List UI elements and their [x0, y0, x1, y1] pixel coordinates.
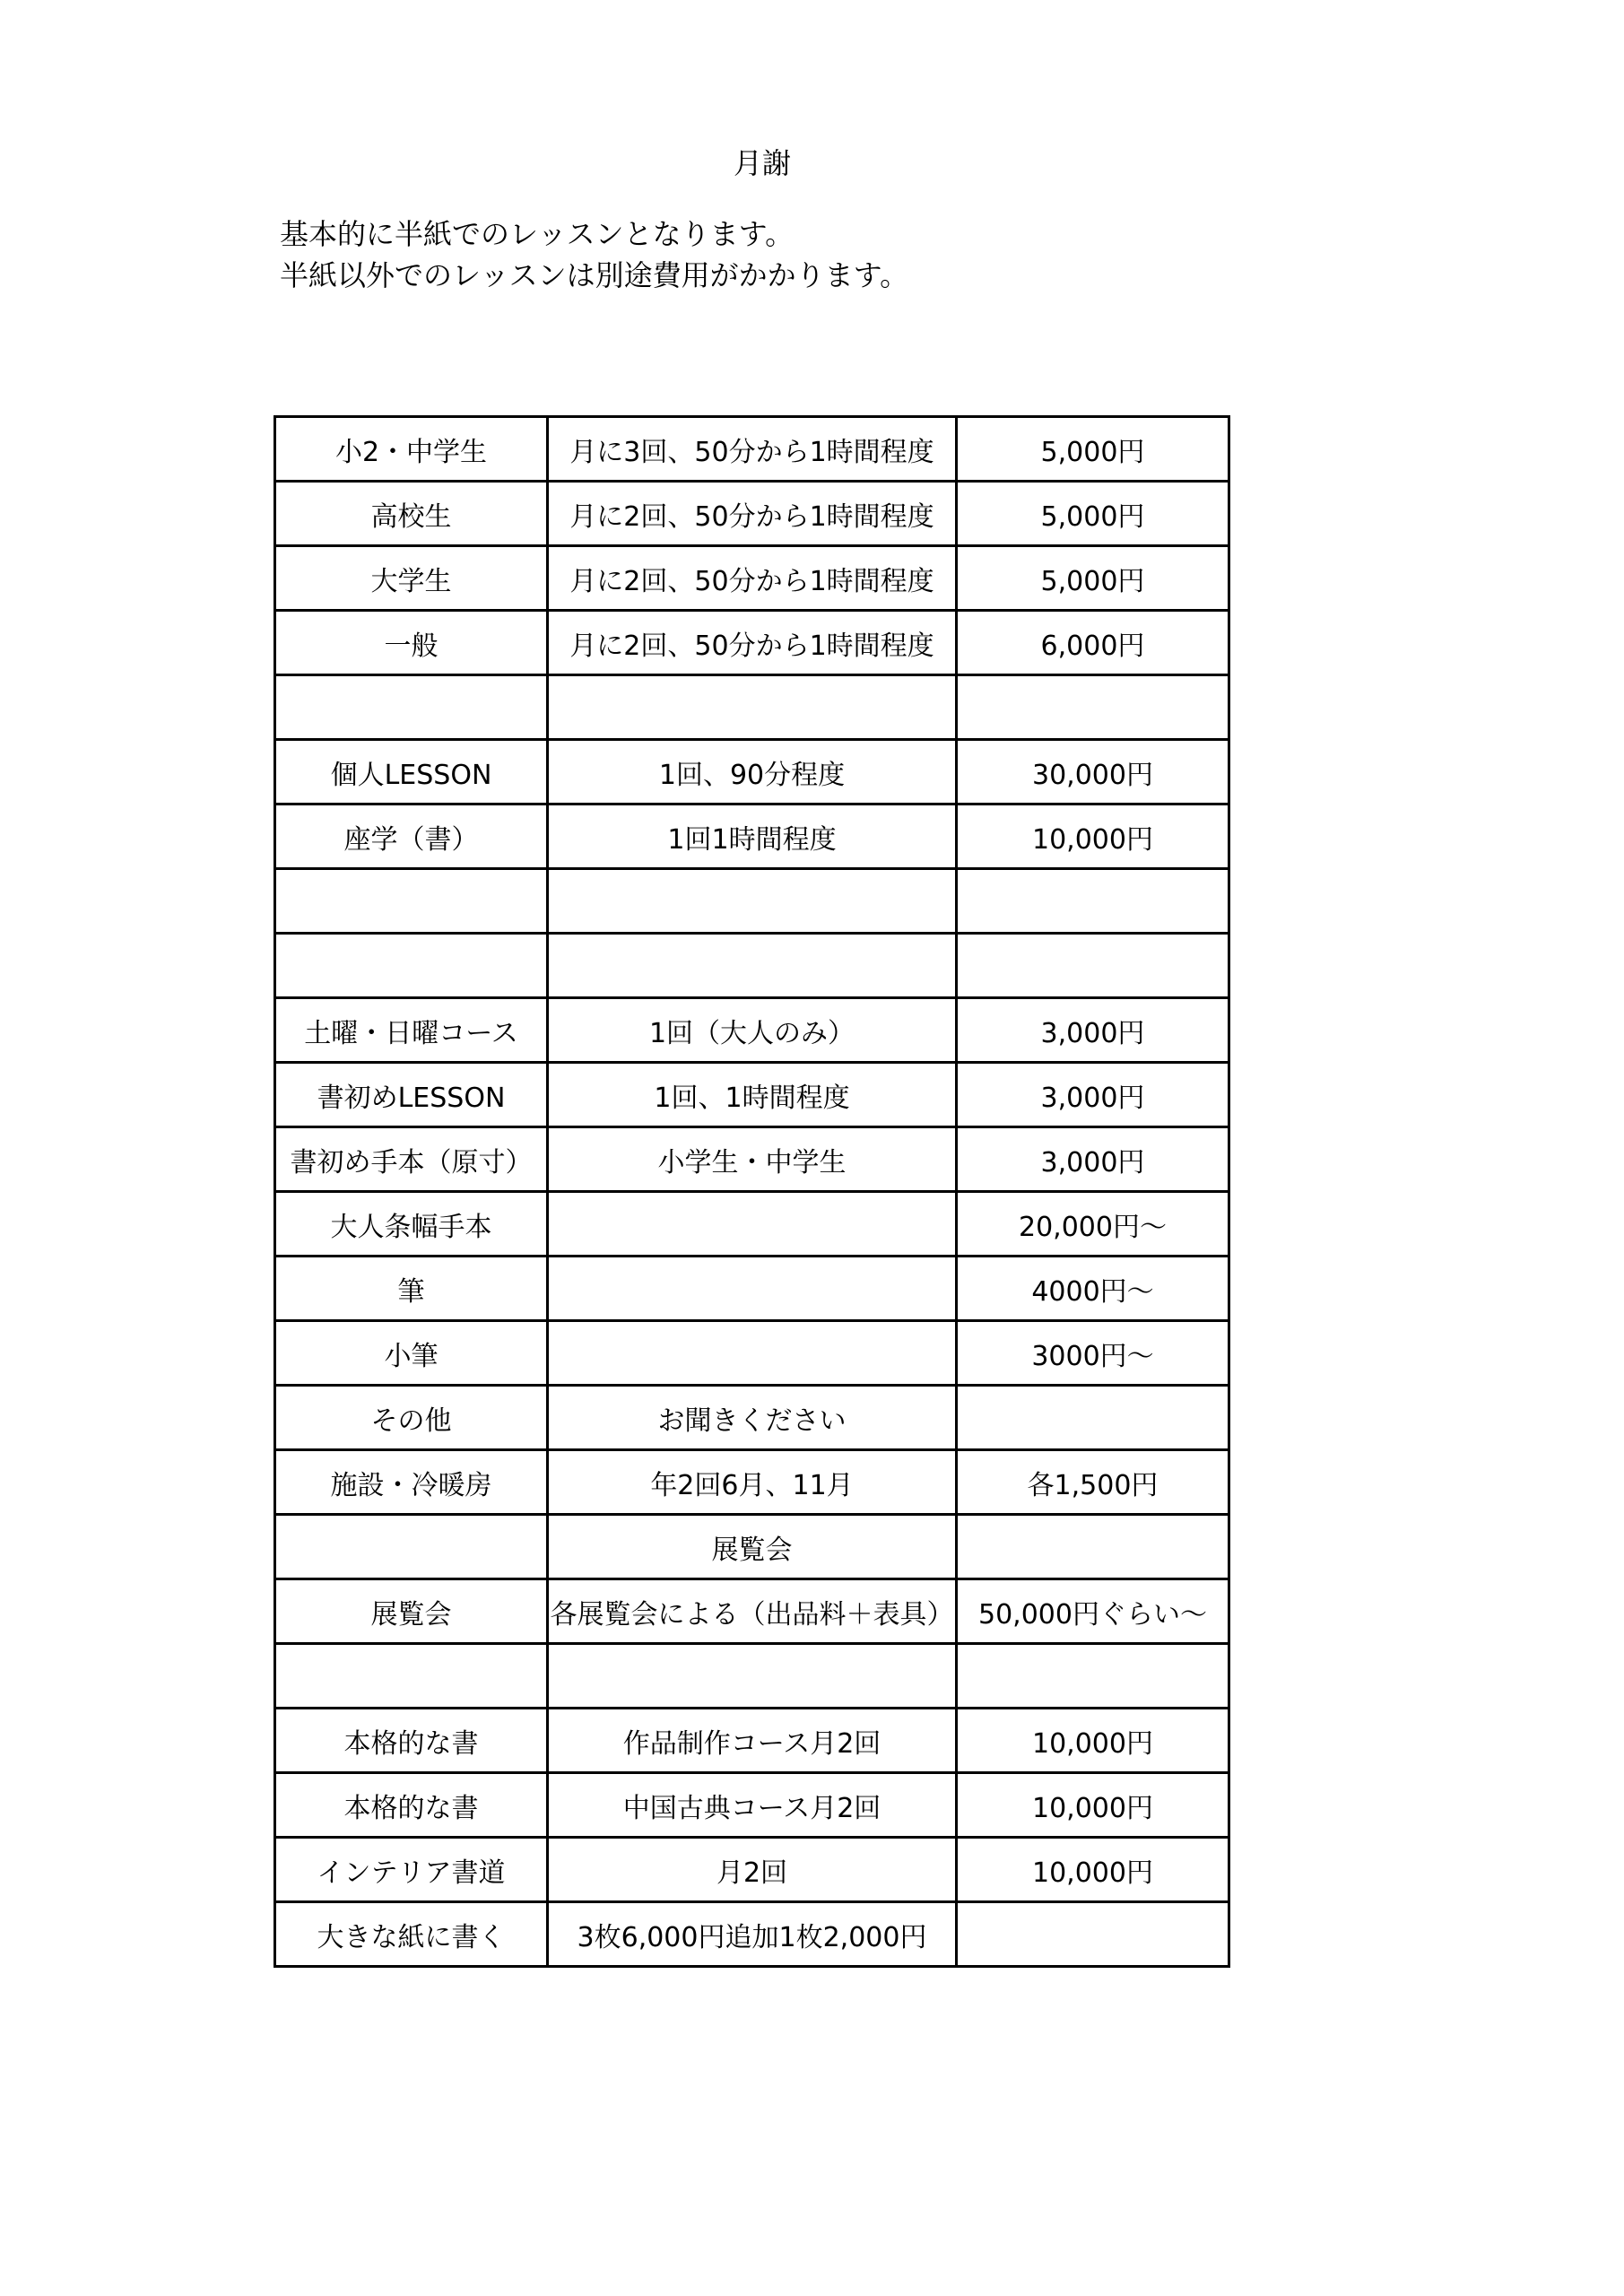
table-row [275, 1773, 1229, 1838]
price-cell: 10,000円 [957, 1773, 1229, 1838]
price-cell [957, 1902, 1229, 1967]
price-cell: 10,000円 [957, 1838, 1229, 1902]
detail-cell: 月に2回、50分から1時間程度 [548, 546, 957, 611]
table-row [275, 804, 1229, 869]
course-cell: インテリア書道 [275, 1838, 548, 1902]
course-cell: 筆 [275, 1257, 548, 1321]
table-row [275, 1838, 1229, 1902]
course-cell: 本格的な書 [275, 1709, 548, 1773]
price-cell [957, 869, 1229, 934]
detail-cell: 1回、90分程度 [548, 740, 957, 804]
table-row [275, 1192, 1229, 1257]
table-row [275, 1450, 1229, 1515]
price-cell: 5,000円 [957, 417, 1229, 482]
detail-cell: 1回（大人のみ） [548, 998, 957, 1063]
table-row [275, 869, 1229, 934]
table-row [275, 482, 1229, 546]
price-cell [957, 1386, 1229, 1450]
detail-cell: 年2回6月、11月 [548, 1450, 957, 1515]
table-row [275, 546, 1229, 611]
table-row [275, 675, 1229, 740]
detail-cell [548, 1644, 957, 1709]
detail-cell [548, 1192, 957, 1257]
course-cell: 一般 [275, 611, 548, 675]
table-row [275, 1902, 1229, 1967]
table-row [275, 1386, 1229, 1450]
price-cell: 6,000円 [957, 611, 1229, 675]
detail-cell: 各展覧会による（出品料＋表具） [548, 1579, 957, 1644]
detail-cell: 3枚6,000円追加1枚2,000円 [548, 1902, 957, 1967]
table-row [275, 1579, 1229, 1644]
table-row [275, 1644, 1229, 1709]
detail-cell: 月に2回、50分から1時間程度 [548, 482, 957, 546]
price-cell: 4000円～ [957, 1257, 1229, 1321]
table-row [275, 998, 1229, 1063]
course-cell: 小2・中学生 [275, 417, 548, 482]
course-cell: 書初めLESSON [275, 1063, 548, 1127]
course-cell: 大人条幅手本 [275, 1192, 548, 1257]
table-row [275, 1515, 1229, 1579]
detail-cell [548, 869, 957, 934]
course-cell: 個人LESSON [275, 740, 548, 804]
course-cell [275, 1515, 548, 1579]
price-cell [957, 934, 1229, 998]
course-cell [275, 934, 548, 998]
course-cell: 大学生 [275, 546, 548, 611]
table-row [275, 417, 1229, 482]
detail-cell: 月に3回、50分から1時間程度 [548, 417, 957, 482]
price-cell [957, 1644, 1229, 1709]
fee-table [274, 415, 1230, 1968]
price-cell: 20,000円～ [957, 1192, 1229, 1257]
fee-table-body [275, 417, 1229, 1967]
detail-cell [548, 934, 957, 998]
detail-cell: 1回、1時間程度 [548, 1063, 957, 1127]
course-cell [275, 869, 548, 934]
detail-cell [548, 1321, 957, 1386]
course-cell: その他 [275, 1386, 548, 1450]
table-row [275, 1127, 1229, 1192]
intro-text [280, 213, 908, 296]
course-cell: 座学（書） [275, 804, 548, 869]
detail-cell: 月2回 [548, 1838, 957, 1902]
course-cell: 書初め手本（原寸） [275, 1127, 548, 1192]
course-cell: 土曜・日曜コース [275, 998, 548, 1063]
course-cell: 小筆 [275, 1321, 548, 1386]
price-cell: 各1,500円 [957, 1450, 1229, 1515]
course-cell: 施設・冷暖房 [275, 1450, 548, 1515]
price-cell: 3,000円 [957, 1063, 1229, 1127]
price-cell: 5,000円 [957, 546, 1229, 611]
table-row [275, 1321, 1229, 1386]
course-cell: 展覧会 [275, 1579, 548, 1644]
detail-cell: 中国古典コース月2回 [548, 1773, 957, 1838]
course-cell: 本格的な書 [275, 1773, 548, 1838]
detail-cell: お聞きください [548, 1386, 957, 1450]
intro-line: 半紙以外でのレッスンは別途費用がかかります。 [280, 258, 909, 292]
page-title: 月謝 [733, 146, 791, 180]
detail-cell: 月に2回、50分から1時間程度 [548, 611, 957, 675]
price-cell: 5,000円 [957, 482, 1229, 546]
table-row [275, 1257, 1229, 1321]
course-cell: 大きな紙に書く [275, 1902, 548, 1967]
detail-cell [548, 675, 957, 740]
detail-cell [548, 1257, 957, 1321]
intro-line: 基本的に半紙でのレッスンとなります。 [280, 217, 795, 251]
course-cell [275, 675, 548, 740]
course-cell [275, 1644, 548, 1709]
price-cell: 10,000円 [957, 1709, 1229, 1773]
price-cell: 30,000円 [957, 740, 1229, 804]
price-cell: 3,000円 [957, 1127, 1229, 1192]
detail-cell: 展覧会 [548, 1515, 957, 1579]
table-row [275, 740, 1229, 804]
price-cell [957, 675, 1229, 740]
table-row [275, 934, 1229, 998]
table-row [275, 1709, 1229, 1773]
price-cell: 3,000円 [957, 998, 1229, 1063]
price-cell: 10,000円 [957, 804, 1229, 869]
course-cell: 高校生 [275, 482, 548, 546]
price-cell: 3000円～ [957, 1321, 1229, 1386]
price-cell: 50,000円ぐらい～ [957, 1579, 1229, 1644]
detail-cell: 1回1時間程度 [548, 804, 957, 869]
price-cell [957, 1515, 1229, 1579]
table-row [275, 611, 1229, 675]
table-row [275, 1063, 1229, 1127]
detail-cell: 作品制作コース月2回 [548, 1709, 957, 1773]
detail-cell: 小学生・中学生 [548, 1127, 957, 1192]
